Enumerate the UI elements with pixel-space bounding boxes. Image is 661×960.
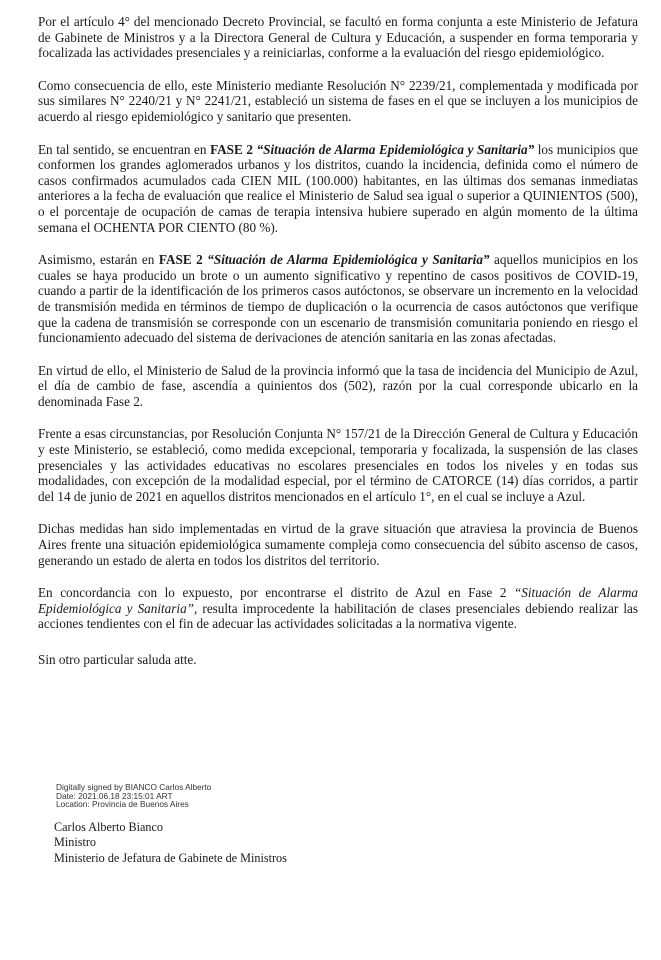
signature-location: Location: Provincia de Buenos Aires: [56, 799, 189, 810]
text-run: Por el artículo 4° del mencionado Decreto Provincial, se facultó en forma conjunta a este Ministerio de Jefatura de Gabinete de Ministros y a la Directora General de Cultura y Educación, a suspender en forma temporaria y focalizada las actividades presenciales y a reiniciarlas, conforme a la evaluación del riesgo epidemiológico.: [38, 14, 638, 61]
text-run: , resulta improcedente la habilitación de clases presenciales debiendo realizar las acciones tendientes con el fin de adecuar las actividades solicitadas a la normativa vigente.: [38, 600, 638, 632]
text-run: los municipios que conformen los grandes aglomerados urbanos y los distritos, cuando la incidencia, definida como el número de casos confirmados acumulados cada CIEN MIL (100.000) habitantes, en las últimas dos semanas inmediatas anteriores a la fecha de evaluación que realice el Ministerio de Salud sea igual o superior a QUINIENTOS (500), o el porcentaje de ocupación de camas de terapia intensiva hubiere superado en algún momento de la última semana el OCHENTA POR CIENTO (80 %).: [38, 141, 638, 235]
text-run: Como consecuencia de ello, este Ministerio mediante Resolución N° 2239/21, complementada y modificada por sus similares N° 2240/21 y N° 2241/21, estableció un sistema de fases en el que se incluyen a los municipios de acuerdo al riesgo epidemiológico y sanitario que presenten.: [38, 77, 638, 124]
text-run: FASE 2: [158, 252, 208, 268]
paragraph-3: [38, 142, 638, 236]
signer-block: [54, 820, 394, 866]
signature-signed-by: Digitally signed by BIANCO Carlos Alberto: [56, 782, 212, 792]
digital-signature-stamp: [56, 783, 316, 809]
paragraph-2: [38, 78, 638, 125]
signer-title: Ministro: [54, 835, 96, 850]
paragraph-4: [38, 252, 638, 346]
paragraph-6: [38, 426, 638, 504]
text-run: FASE 2: [210, 141, 257, 157]
text-run: Asimismo, estarán en: [38, 252, 159, 268]
text-run: “Situación de Alarma Epidemiológica y Sanitaria”: [256, 141, 535, 157]
text-run: “Situación de Alarma Epidemiológica y Sanitaria”: [207, 252, 490, 268]
signature-date: Date: 2021.06.18 23:15:01 ART: [56, 790, 173, 801]
paragraph-7: [38, 521, 638, 568]
paragraph-8: [38, 585, 638, 632]
closing-line: Sin otro particular saluda atte.: [38, 652, 197, 667]
text-run: En tal sentido, se encuentran en: [38, 141, 211, 157]
signer-ministry: Ministerio de Jefatura de Gabinete de Ministros: [54, 850, 287, 865]
paragraph-5: [38, 363, 638, 410]
text-run: “Situación de Alarma Epidemiológica y Sanitaria”: [38, 585, 638, 616]
text-run: aquellos municipios en los cuales se haya producido un brote o un aumento significativo y repentino de casos positivos de COVID-19, cuando a partir de la identificación de los primeros casos autóctonos, se observare un incremento en la velocidad de transmisión medida en términos de tiempo de duplicación o la ocurrencia de casos autóctonos que verifique que la cadena de transmisión se corresponde con un escenario de transmisión comunitaria poniendo en riesgo el funcionamiento adecuado del sistema de derivaciones de atención sanitaria en las zonas afectadas.: [38, 252, 639, 346]
text-run: Dichas medidas han sido implementadas en virtud de la grave situación que atraviesa la provincia de Buenos Aires frente una situación epidemiológica sumamente compleja como consecuencia del súbito ascenso de casos, generando un estado de alerta en todos los distritos del territorio.: [38, 521, 638, 568]
signer-name: Carlos Alberto Bianco: [54, 820, 163, 834]
paragraph-1: [38, 14, 638, 61]
text-run: En concordancia con lo expuesto, por encontrarse el distrito de Azul en Fase 2: [38, 585, 514, 601]
document-body: [38, 14, 638, 668]
text-run: En virtud de ello, el Ministerio de Salud de la provincia informó que la tasa de incidencia del Municipio de Azul, el día de cambio de fase, ascendía a quinientos dos (502), razón por la cual corresponde ubicarlo en la denominada Fase 2.: [38, 362, 638, 409]
text-run: Frente a esas circunstancias, por Resolución Conjunta N° 157/21 de la Dirección General de Cultura y Educación y este Ministerio, se estableció, como medida excepcional, temporaria y focalizada, la suspensión de las clases presenciales y las actividades educativas no escolares presenciales en todos los niveles y en todas sus modalidades, con excepción de la modalidad especial, por el término de CATORCE (14) días corridos, a partir del 14 de junio de 2021 en aquellos distritos mencionados en el artículo 1°, en el cual se incluye a Azul.: [38, 426, 638, 504]
